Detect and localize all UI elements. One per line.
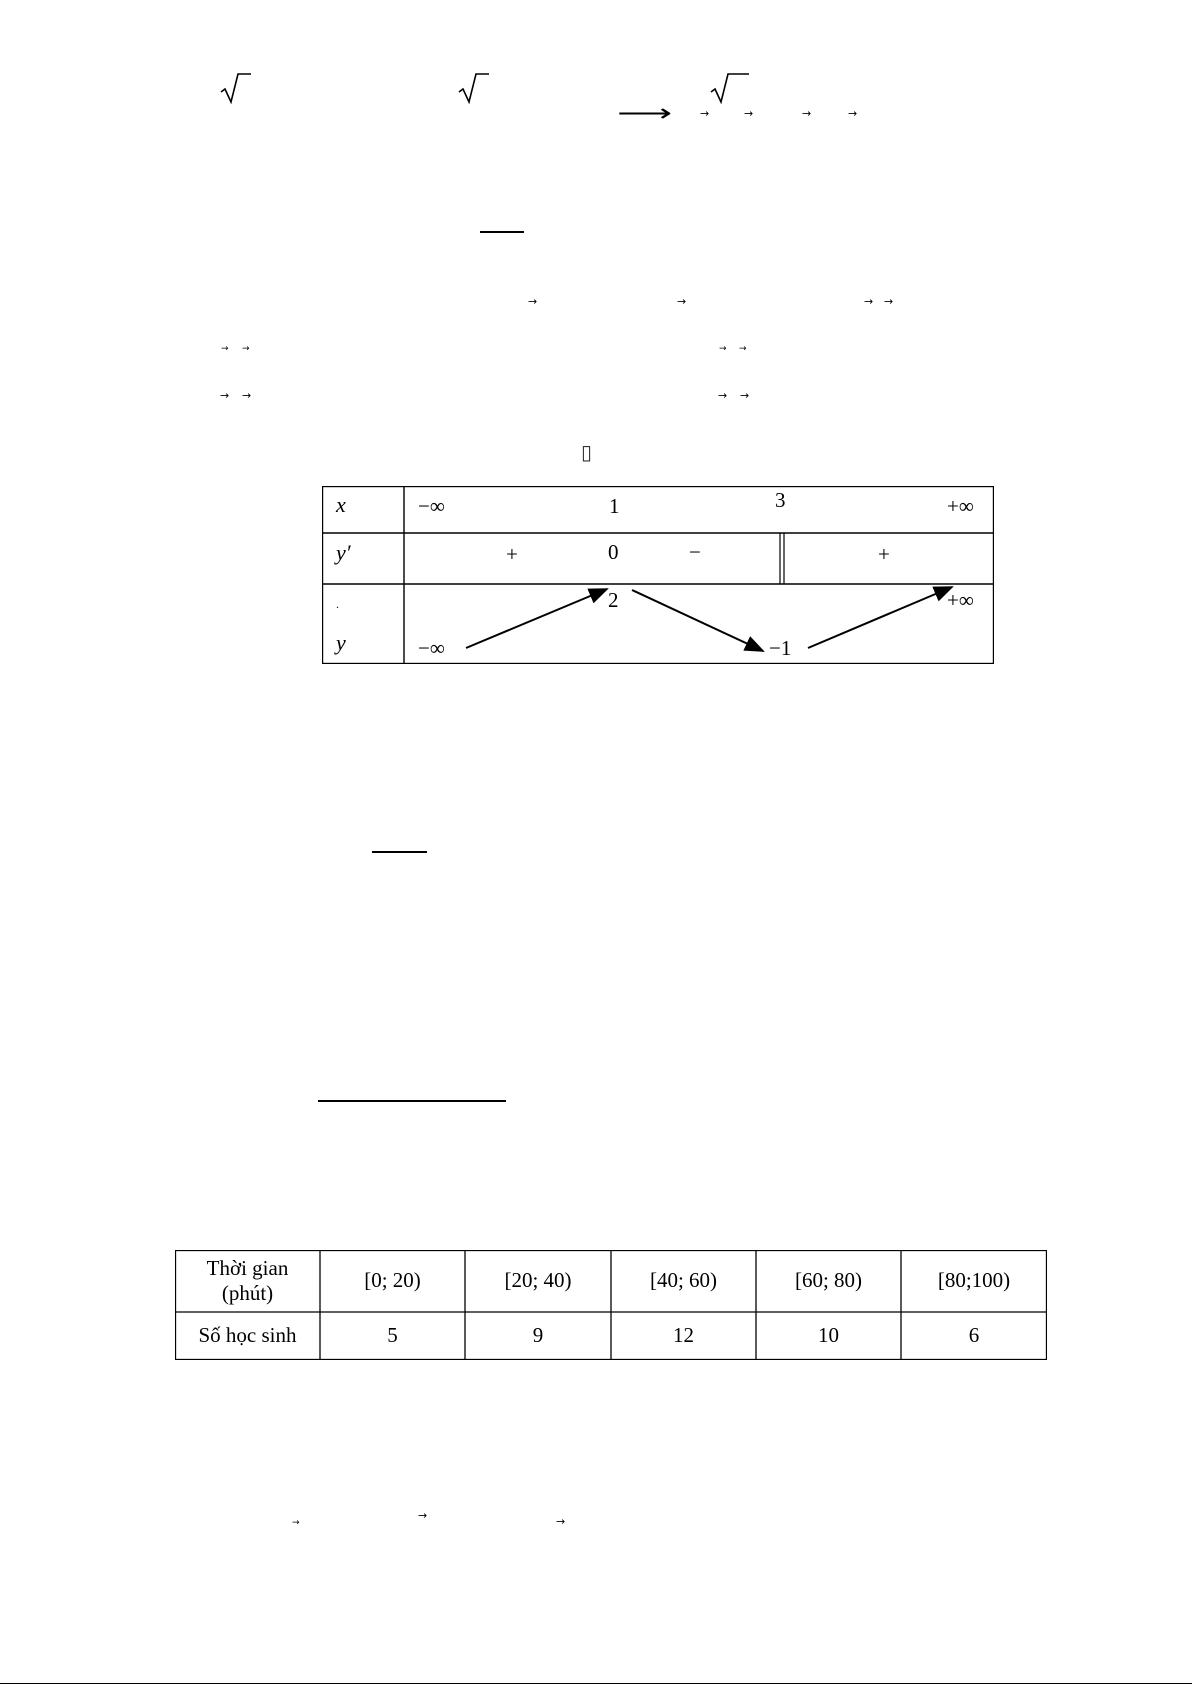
header-label-time — [175, 1250, 320, 1312]
count-cell: 10 — [818, 1323, 839, 1348]
vector-arrow-icon: → — [677, 295, 687, 308]
count-cell: 6 — [968, 1323, 980, 1348]
x-value-pos-infinity: +∞ — [947, 494, 974, 518]
vector-arrow-icon: → — [719, 344, 727, 354]
fraction-bar — [480, 231, 524, 233]
header-label-line1: Thời gian — [206, 1255, 289, 1280]
vector-arrow-icon: → — [848, 107, 858, 120]
sign-plus-1: + — [506, 542, 518, 566]
vector-arrow-icon: → — [802, 107, 812, 120]
x-value-neg-infinity: −∞ — [418, 494, 445, 518]
increase-arrow-2 — [808, 587, 952, 648]
interval-cell: [80;100) — [937, 1268, 1011, 1293]
vector-arrow-icon: → — [718, 389, 728, 402]
x-value-3: 3 — [775, 488, 786, 512]
y-value-max: 2 — [608, 588, 619, 612]
vector-arrow-icon: → — [418, 1509, 428, 1522]
vector-arrow-icon: → — [242, 389, 252, 402]
vector-arrow-icon: → — [220, 389, 230, 402]
interval-cell: [20; 40) — [504, 1268, 572, 1293]
interval-cell: [60; 80) — [794, 1268, 863, 1293]
vector-arrow-icon: → — [292, 1518, 300, 1528]
placeholder-box-icon: ▯ — [581, 440, 593, 464]
interval-cell: [0; 20) — [364, 1268, 421, 1293]
vector-arrow-icon: → — [556, 1515, 566, 1528]
y-value-min: −1 — [769, 636, 792, 660]
increase-arrow-1 — [466, 589, 607, 648]
row-label-y-mark: . — [336, 597, 339, 611]
vector-arrow-icon: → — [744, 107, 754, 120]
vector-arrow-icon: → — [528, 295, 538, 308]
x-value-1: 1 — [609, 494, 620, 518]
fraction-bar — [372, 851, 427, 853]
sqrt-symbol-1 — [220, 72, 252, 104]
fraction-bar — [318, 1100, 506, 1102]
count-cell: 5 — [387, 1323, 398, 1348]
sign-minus: − — [689, 540, 701, 564]
count-cell: 12 — [673, 1323, 694, 1348]
vector-arrow-icon: → — [884, 295, 894, 308]
vector-overline-long: ⟶ — [617, 99, 673, 127]
y-value-pos-infinity: +∞ — [947, 588, 974, 612]
sign-plus-2: + — [878, 542, 890, 566]
vector-arrow-icon: → — [864, 295, 874, 308]
interval-cell: [40; 60) — [649, 1268, 718, 1293]
vector-arrow-icon: → — [242, 344, 250, 354]
derivative-zero: 0 — [608, 540, 619, 564]
vector-arrow-icon: → — [739, 344, 747, 354]
vector-arrow-icon: → — [221, 344, 229, 354]
count-cell: 9 — [532, 1323, 544, 1348]
row-label-students: Số học sinh — [198, 1323, 297, 1348]
y-value-neg-infinity: −∞ — [418, 636, 445, 660]
row-label-y-prime: y′ — [336, 540, 351, 565]
sqrt-symbol-2 — [458, 72, 490, 104]
sqrt-symbol-3 — [710, 72, 750, 104]
frequency-table — [175, 1250, 1047, 1360]
variation-table — [322, 486, 994, 664]
row-label-y: y — [336, 630, 346, 655]
vector-arrow-icon: → — [700, 107, 710, 120]
page-bottom-border — [0, 1683, 1192, 1684]
header-label-line2: (phút) — [221, 1281, 274, 1305]
row-label-x: x — [336, 492, 346, 517]
vector-arrow-icon: → — [740, 389, 750, 402]
decrease-arrow — [632, 590, 763, 651]
